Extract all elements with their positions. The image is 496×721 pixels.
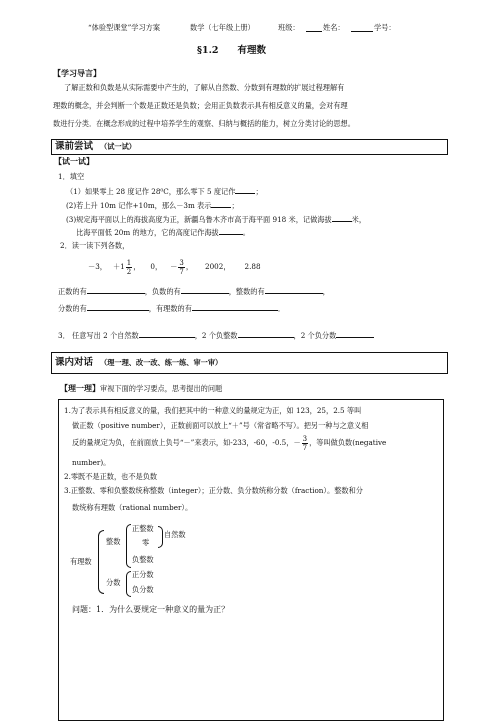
number-6: 2.88	[244, 262, 261, 271]
tree-natural-brace	[158, 526, 163, 548]
negative-blank[interactable]	[181, 285, 229, 294]
tree-neg-int: 负整数	[132, 555, 154, 564]
integer-blank[interactable]	[265, 285, 323, 294]
fraction-numerator: 3	[302, 434, 308, 443]
point-3-line-2: 数统称有理数（rational number）。	[72, 503, 193, 512]
negative-label: ，负数的有	[144, 287, 181, 296]
fraction-example	[302, 435, 308, 452]
answer-blank[interactable]	[332, 213, 352, 222]
number-4-sep: ，	[185, 262, 194, 271]
tree-natural: 自然数	[164, 530, 186, 539]
fraction-numerator: 1	[126, 258, 132, 267]
q3-text-3: ，2 个负分数	[293, 331, 337, 340]
tree-fraction-brace	[126, 571, 131, 597]
point-1-line-1: 1.为了表示具有相反意义的量，我们把其中的一种意义的量规定为正，如 123，25，2.5 等叫	[64, 406, 362, 415]
point-3-line-1: 3.正整数、零和负整数统称整数（integer）；正分数、负分数统称分数（fraction）。整数和分	[64, 486, 363, 495]
q1-title: 1．填空	[58, 172, 85, 181]
positive-blank[interactable]	[87, 285, 145, 294]
rational-blank[interactable]	[192, 302, 278, 311]
fraction-denominator: 7	[179, 267, 184, 276]
number-1: －3，	[88, 262, 107, 271]
guide-heading: 【学习导言】	[53, 68, 101, 78]
q1-item-1-end: ；	[255, 187, 263, 196]
fraction-denominator: 2	[126, 267, 132, 276]
q1-item-2-end: ；	[231, 201, 239, 210]
number-2-fraction	[126, 259, 132, 276]
point-1-end: ，等叫做负数(negative	[309, 438, 387, 447]
tree-fraction: 分数	[106, 578, 121, 587]
fraction-numerator: 3	[179, 258, 184, 267]
neg-int-blank[interactable]	[238, 329, 294, 338]
name-blank[interactable]	[351, 31, 373, 32]
guide-line-2: 理数的概念，并会判断一个数是正数还是负数；会用正负数表示具有相反意义的量，会对有理	[53, 101, 348, 110]
tree-root-brace	[98, 530, 104, 594]
line-end: ，	[322, 287, 330, 296]
point-1-line-4: number)。	[72, 458, 111, 467]
positive-label: 正数的有	[58, 287, 87, 296]
fraction-label: 分数的有	[58, 304, 87, 313]
tryit-tag: 【试一试】	[54, 156, 94, 166]
q1-item-1	[66, 185, 263, 197]
question-1: 问题：1．为什么要规定一种意义的量为正？	[72, 605, 230, 614]
tree-integer-brace	[126, 524, 131, 568]
fraction-sign: －	[293, 438, 301, 447]
answer-blank[interactable]	[235, 185, 255, 194]
q1-item-3-end: 米，	[351, 215, 367, 224]
guide-line-3: 数进行分类．在概念形成的过程中培养学生的观察、归纳与概括的能力，树立分类讨论的思想。	[53, 119, 355, 128]
review-tag: 【理一理】	[60, 383, 100, 393]
review-text: 审视下面的学习要点，思考提出的问题	[100, 384, 223, 393]
classify-line-2	[58, 302, 285, 314]
header-id-label: 学号：	[374, 23, 396, 32]
natural-blank[interactable]	[139, 329, 195, 338]
q1-item-3-text: (3)规定海平面以上的海拔高度为正，新疆乌鲁木齐市高于海平面 918 米，记做海拔	[66, 215, 332, 224]
review-line	[60, 383, 222, 394]
neg-frac-blank[interactable]	[336, 329, 374, 338]
section-title-dialogue: 课内对话	[55, 357, 94, 368]
header-subject: 数学（七年级上册）	[190, 23, 255, 32]
q1-item-3-cont-text: 比海平面低 20m 的地方，它的高度记作海拔	[76, 228, 219, 237]
number-3: 0，	[150, 262, 163, 271]
q3-line	[58, 329, 374, 341]
tree-root: 有理数	[70, 557, 92, 566]
q2-title: 2．读一读下列各数，	[60, 241, 130, 250]
point-1-line-3	[72, 432, 386, 454]
integer-label: ，整数的有	[228, 287, 265, 296]
page-title: §1.2 有理数	[197, 45, 266, 56]
section-subtitle-dialogue: （理一理、改一改、练一练、审一审）	[100, 358, 223, 367]
number-5: 2002，	[205, 262, 231, 271]
number-2-sep: ，	[133, 262, 141, 271]
number-4-fraction	[178, 259, 184, 276]
header-name-label: 姓名：	[323, 23, 345, 32]
q3-text: 3． 任意写出 2 个自然数	[58, 331, 139, 340]
answer-blank[interactable]	[211, 199, 231, 208]
q1-item-3	[66, 213, 366, 225]
q1-item-3-cont	[76, 226, 250, 238]
number-2-int: ＋1	[112, 262, 125, 271]
answer-blank[interactable]	[219, 226, 243, 235]
q1-item-3-cont-end: 。	[242, 228, 250, 237]
tree-integer: 整数	[106, 537, 121, 546]
section-title-pretest: 课前尝试	[55, 141, 94, 152]
number-4-sign: －	[170, 262, 178, 271]
q1-item-2-text: (2)若上升 10m 记作+10m，那么－3m 表示	[66, 201, 212, 210]
rational-label: ，有理数的有	[148, 304, 192, 313]
tree-zero: 零	[142, 538, 150, 547]
point-1-line-2: 做正数（positive number），正数前面可以放上“＋”号（常省略不写）。把另一种与之意义相	[72, 421, 369, 430]
tree-pos-int: 正整数	[132, 524, 154, 533]
guide-line-1: 了解正数和负数是从实际需要中产生的，了解从自然数、分数到有理数的扩展过程理解有	[64, 83, 345, 92]
class-blank[interactable]	[306, 31, 322, 32]
header-class-label: 班级：	[278, 23, 300, 32]
classify-line-1	[58, 285, 330, 297]
q1-item-2	[66, 199, 239, 211]
tree-pos-frac: 正分数	[132, 570, 154, 579]
q1-item-1-text: （1）如果零上 28 度记作 28⁰C，那么零下 5 度记作	[66, 187, 236, 196]
tree-neg-frac: 负分数	[132, 585, 154, 594]
point-1-text: 反的量规定为负，在前面放上负号“－”来表示，如-233，-60，-0.5，	[72, 438, 294, 447]
line-end: ．	[277, 304, 286, 313]
fraction-denominator: 7	[302, 443, 308, 452]
section-subtitle-pretest: （试一试）	[100, 142, 136, 151]
number-list	[88, 256, 261, 278]
q3-text-2: ，2 个负整数	[194, 331, 238, 340]
header-series: “体验型课堂”学习方案	[88, 23, 161, 32]
fraction-blank[interactable]	[87, 302, 149, 311]
point-2: 2.零既不是正数，也不是负数	[64, 472, 158, 481]
